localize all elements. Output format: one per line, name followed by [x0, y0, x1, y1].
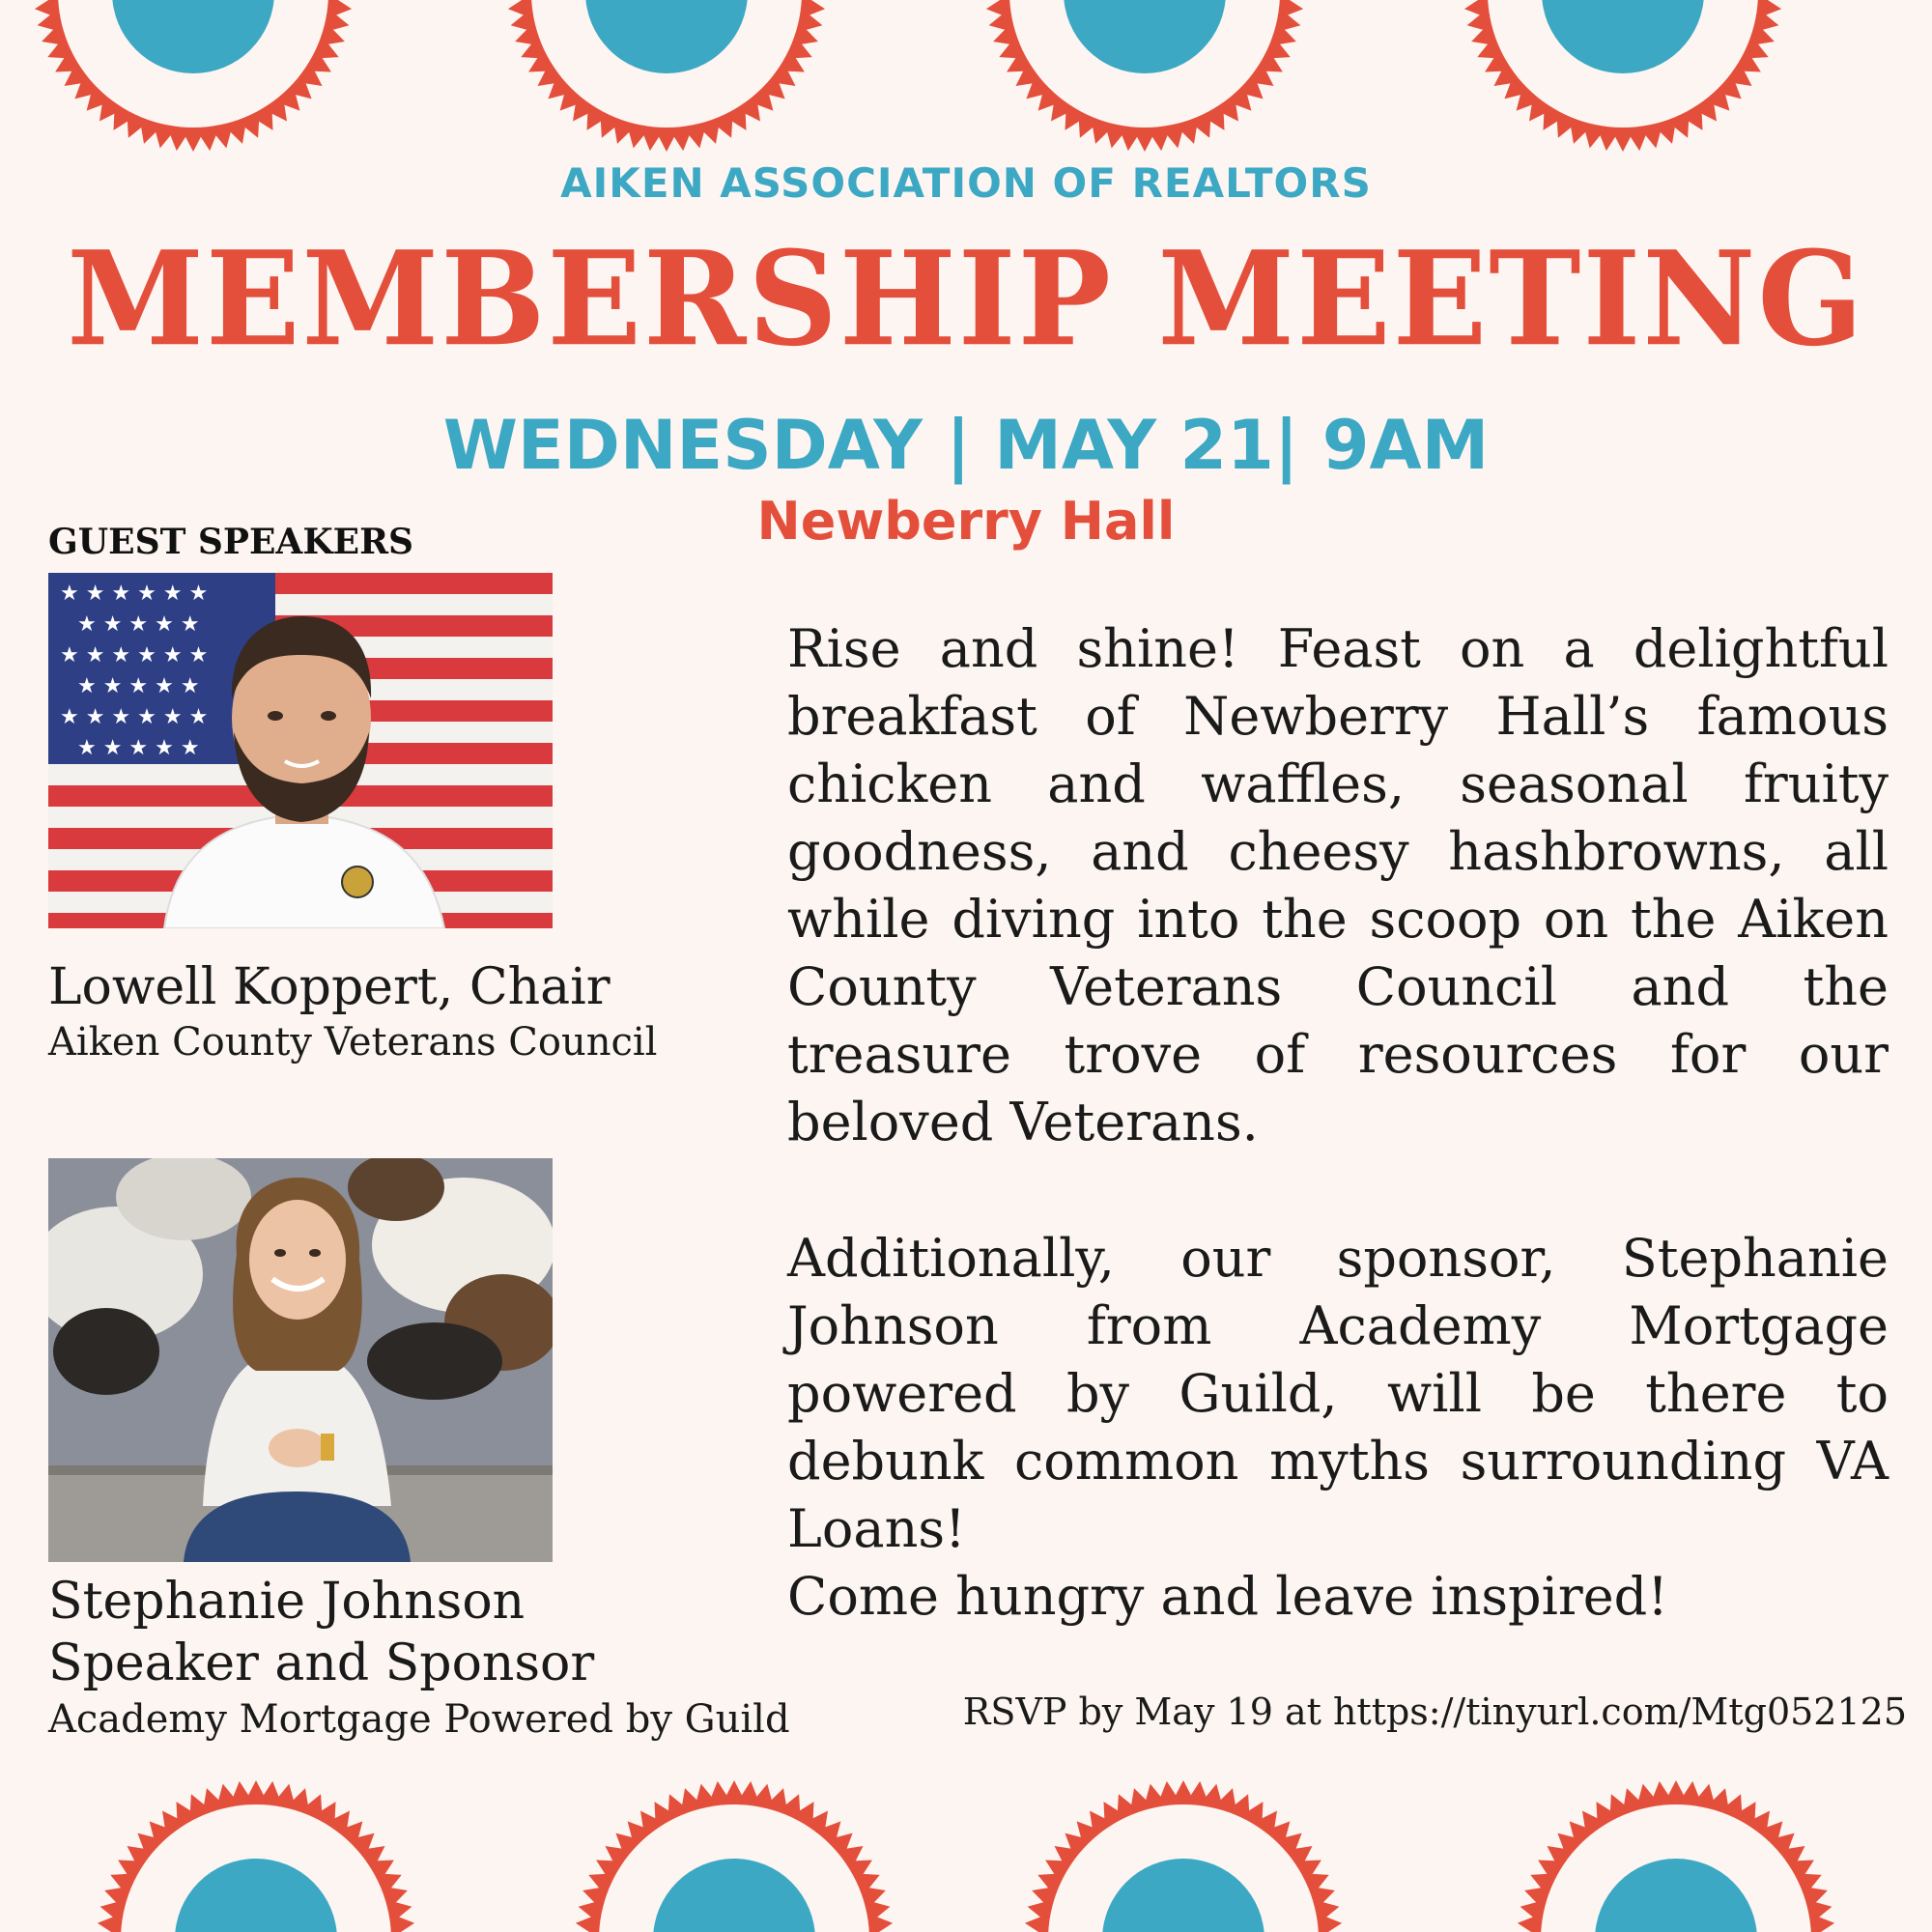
description-paragraph-3 — [787, 1563, 1889, 1631]
rosette-ornament — [575, 1780, 894, 1932]
paragraph-text: Come hungry and leave inspired! — [787, 1566, 1668, 1627]
event-venue: Newberry Hall — [756, 491, 1176, 552]
event-date-time: WEDNESDAY | MAY 21| 9AM — [442, 406, 1490, 485]
description-paragraph-2 — [787, 1225, 1889, 1563]
speaker2-photo — [48, 1158, 553, 1562]
svg-text:★ ★ ★ ★ ★: ★ ★ ★ ★ ★ — [77, 736, 200, 760]
bottom-rosette-border — [0, 1719, 1932, 1932]
guest-speakers-heading: GUEST SPEAKERS — [48, 522, 413, 562]
svg-text:★ ★ ★ ★ ★: ★ ★ ★ ★ ★ — [77, 674, 200, 698]
speaker1-name: Lowell Koppert, Chair — [48, 958, 611, 1016]
page-title: MEMBERSHIP MEETING — [67, 223, 1865, 376]
speaker1-organization: Aiken County Veterans Council — [48, 1020, 658, 1065]
rosette-ornament — [1024, 1780, 1343, 1932]
paragraph-text: Rise and shine! Feast on a delightful breakfast of Newberry Hall’s famous chicken and waffles, seasonal fruity goodness, and cheesy hashbrowns, all while diving into the scoop on the Aiken County Veterans Council and the treasure trove of resources for our beloved Veterans. — [787, 618, 1889, 1152]
rosette-ornament — [1517, 1780, 1835, 1932]
paragraph-text: Additionally, our sponsor, Stephanie Johnson from Academy Mortgage powered by Guild, will be there to debunk common myths surrounding VA Loans! — [787, 1228, 1889, 1559]
rosette-ornament — [507, 0, 826, 152]
rosette-ornament — [985, 0, 1304, 152]
rosette-ornament — [34, 0, 353, 152]
svg-text:★ ★ ★ ★ ★ ★: ★ ★ ★ ★ ★ ★ — [60, 643, 209, 668]
speaker2-name: Stephanie Johnson — [48, 1573, 526, 1631]
speaker1-photo — [48, 573, 553, 928]
svg-text:★ ★ ★ ★ ★ ★: ★ ★ ★ ★ ★ ★ — [60, 705, 209, 729]
rosette-ornament — [97, 1780, 415, 1932]
organization-name: AIKEN ASSOCIATION OF REALTORS — [560, 159, 1372, 207]
description-paragraph-1 — [787, 615, 1889, 1156]
speaker2-organization: Academy Mortgage Powered by Guild — [48, 1697, 790, 1742]
svg-text:★ ★ ★ ★ ★ ★: ★ ★ ★ ★ ★ ★ — [60, 582, 209, 606]
svg-text:★ ★ ★ ★ ★: ★ ★ ★ ★ ★ — [77, 612, 200, 637]
speaker2-role: Speaker and Sponsor — [48, 1634, 595, 1692]
rsvp-link-text[interactable]: RSVP by May 19 at https://tinyurl.com/Mtg052125 — [962, 1690, 1907, 1733]
rosette-ornament — [1463, 0, 1782, 152]
